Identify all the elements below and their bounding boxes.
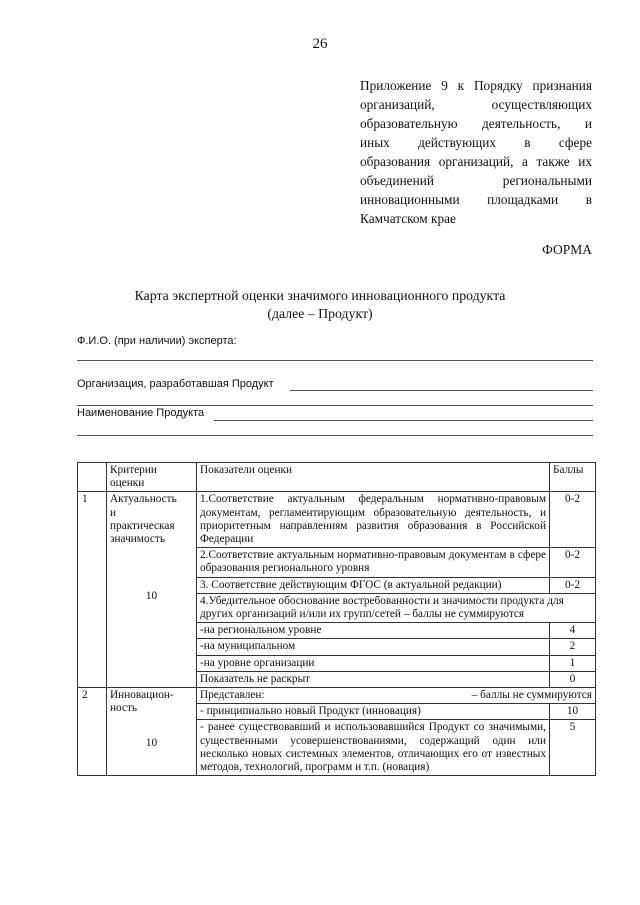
appendix-line: объединений региональными xyxy=(360,173,592,188)
document-title xyxy=(0,287,640,323)
appendix-line: иных действующих в сфере xyxy=(360,135,592,150)
indicator-text: -на уровне организации xyxy=(197,655,550,671)
product-name-field[interactable] xyxy=(77,407,593,419)
criterion-name-line: Инновацион- xyxy=(110,689,174,702)
appendix-line: Камчатском крае xyxy=(360,211,456,226)
header-score: Баллы xyxy=(550,463,596,492)
criterion-number: 1 xyxy=(78,492,107,688)
expert-field-label: Ф.И.О. (при наличии) эксперта: xyxy=(77,335,237,347)
expert-fill-line xyxy=(77,360,593,361)
product-name-fill-line xyxy=(214,420,593,421)
indicator-score: 1 xyxy=(550,655,596,671)
appendix-note xyxy=(360,76,592,228)
indicator-text: 3. Соответствие действующим ФГОС (в актуальной редакции) xyxy=(197,577,550,593)
appendix-line: образования организаций, а также их xyxy=(360,154,592,169)
indicator-text: Показатель не раскрыт xyxy=(197,671,550,687)
header-criteria: Критерии оценки xyxy=(107,463,197,492)
indicator-text: 4.Убедительное обоснование востребованности и значимости продукта для других организаций и/или их групп/сетей – баллы не суммируются xyxy=(197,593,596,622)
criterion-name-line: Актуальность xyxy=(110,493,177,506)
form-label: ФОРМА xyxy=(542,242,592,257)
indicator-score: 0-2 xyxy=(550,492,596,548)
criterion-name-line: ность xyxy=(110,702,138,715)
title-subtitle: (далее – Продукт) xyxy=(267,306,373,321)
indicator-score: 2 xyxy=(550,639,596,655)
product-name-field-label: Наименование Продукта xyxy=(77,407,205,419)
indicator-score: 5 xyxy=(550,720,596,776)
criterion-name-line: значимость xyxy=(110,533,165,546)
appendix-line: организаций, осуществляющих xyxy=(360,97,592,112)
indicator-score: 0-2 xyxy=(550,577,596,593)
header-indicators: Показатели оценки xyxy=(197,463,550,492)
appendix-line: Приложение 9 к Порядку признания xyxy=(360,78,592,93)
indicator-score: 10 xyxy=(550,704,596,720)
evaluation-table xyxy=(77,462,596,776)
indicator-score: 0 xyxy=(550,671,596,687)
indicator-text: -на региональном уровне xyxy=(197,623,550,639)
indicator-text: 1.Соответствие актуальным федеральным нормативно-правовым документам, регламентирующим образовательную деятельность, и приоритетным направлениям развития образования в Российской Федерации xyxy=(197,492,550,548)
criterion-name-line: и xyxy=(110,506,117,519)
table-header-row xyxy=(78,463,596,492)
intro-left: Представлен: xyxy=(200,689,265,702)
title-line: Карта экспертной оценки значимого инновационного продукта xyxy=(134,288,506,303)
criterion-number: 2 xyxy=(78,688,107,776)
indicator-text: 2.Соответствие актуальным нормативно-правовым документам в сфере образования регионального уровня xyxy=(197,548,550,577)
organization-fill-line xyxy=(290,390,593,391)
indicator-score: 4 xyxy=(550,623,596,639)
table-row xyxy=(78,688,596,704)
criterion-max-points: 10 xyxy=(145,737,158,750)
indicator-intro xyxy=(197,688,596,704)
appendix-line: инновационными площадками в xyxy=(360,192,592,207)
product-name-fill-line-2 xyxy=(77,435,593,436)
header-num xyxy=(78,463,107,492)
appendix-line: образовательную деятельность, и xyxy=(360,116,592,131)
criterion-name xyxy=(107,492,197,688)
intro-right: – баллы не суммируются xyxy=(471,689,592,702)
indicator-text: - принципиально новый Продукт (инновация) xyxy=(197,704,550,720)
organization-field[interactable] xyxy=(77,378,593,390)
indicator-text: -на муниципальном xyxy=(197,639,550,655)
criterion-name xyxy=(107,688,197,776)
expert-field[interactable] xyxy=(77,335,593,347)
table-row xyxy=(78,492,596,548)
organization-fill-line-2 xyxy=(77,405,593,406)
indicator-score: 0-2 xyxy=(550,548,596,577)
indicator-text: - ранее существовавший и использовавшийся Продукт со значимыми, существенными усовершенствованиями, содержащий один или несколько новых системных элементов, отличающих его от известных методов, технологий, программ и т.п. (новация) xyxy=(197,720,550,776)
criterion-name-line: практическая xyxy=(110,519,175,532)
page-number: 26 xyxy=(312,36,328,52)
criterion-max-points: 10 xyxy=(145,590,158,603)
organization-field-label: Организация, разработавшая Продукт xyxy=(77,378,274,390)
